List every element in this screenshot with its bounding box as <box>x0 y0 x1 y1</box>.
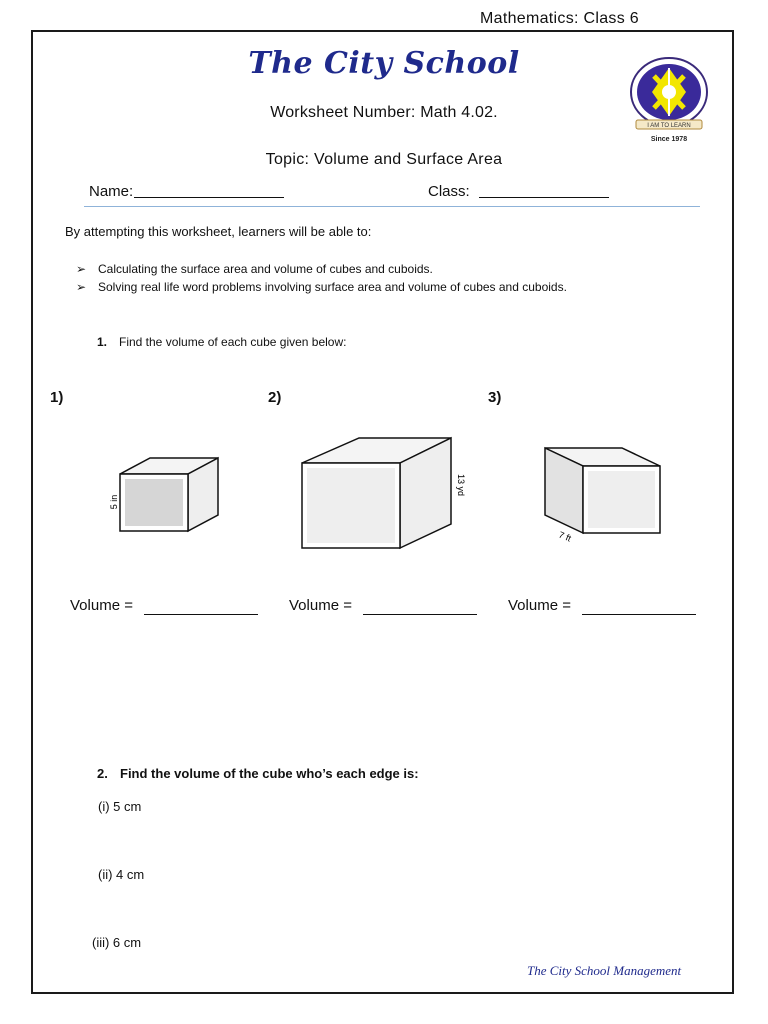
subject-class-header: Mathematics: Class 6 <box>480 10 639 27</box>
objectives-intro: By attempting this worksheet, learners will be able to: <box>65 224 372 239</box>
name-field-line[interactable] <box>134 197 284 198</box>
cube-1-figure <box>109 458 218 531</box>
figure-2-label: 2) <box>268 389 282 406</box>
school-logo <box>626 54 712 146</box>
header-divider <box>84 206 700 207</box>
objective-item <box>76 280 567 294</box>
bullet-arrow-icon: ➢ <box>76 262 87 276</box>
worksheet-number: Worksheet Number: Math 4.02. <box>270 104 498 121</box>
objective-text: Solving real life word problems involving surface area and volume of cubes and cuboids. <box>98 280 567 294</box>
question-2-part: (ii) 4 cm <box>98 867 145 882</box>
worksheet-topic: Topic: Volume and Surface Area <box>265 151 503 168</box>
logo-motto: I AM TO LEARN <box>647 123 691 129</box>
bullet-arrow-icon: ➢ <box>76 280 87 294</box>
volume-label-1: Volume = <box>70 597 133 614</box>
question-1-number: 1. <box>97 335 108 349</box>
objective-text: Calculating the surface area and volume of cubes and cuboids. <box>98 262 433 276</box>
cube-3-figure <box>545 448 660 544</box>
volume-answer-line-3[interactable] <box>582 614 696 615</box>
objective-item <box>76 262 433 276</box>
question-2 <box>97 766 419 781</box>
question-2-part: (iii) 6 cm <box>92 935 142 950</box>
figure-3-label: 3) <box>488 389 502 406</box>
volume-label-2: Volume = <box>289 597 352 614</box>
volume-answer-line-1[interactable] <box>144 614 258 615</box>
cube-1-dimension: 5 in <box>109 494 119 510</box>
cube-figures <box>40 430 740 550</box>
question-2-part: (i) 5 cm <box>98 799 142 814</box>
figure-1-label: 1) <box>50 389 64 406</box>
name-label: Name: <box>89 183 134 200</box>
question-2-number: 2. <box>97 766 108 781</box>
logo-since: Since 1978 <box>650 136 688 143</box>
school-title: The City School <box>248 46 520 81</box>
volume-label-3: Volume = <box>508 597 571 614</box>
class-field-line[interactable] <box>479 197 609 198</box>
question-1-text: Find the volume of each cube given below: <box>119 335 347 349</box>
footer-text: The City School Management <box>527 963 682 978</box>
cube-2-dimension: 13 yd <box>456 473 466 497</box>
class-label: Class: <box>428 183 470 200</box>
cube-3-dimension: 7 ft <box>557 529 573 544</box>
cube-2-figure <box>302 438 466 548</box>
question-2-text: Find the volume of the cube who’s each edge is: <box>120 766 419 781</box>
question-1 <box>97 335 346 349</box>
volume-answer-line-2[interactable] <box>363 614 477 615</box>
